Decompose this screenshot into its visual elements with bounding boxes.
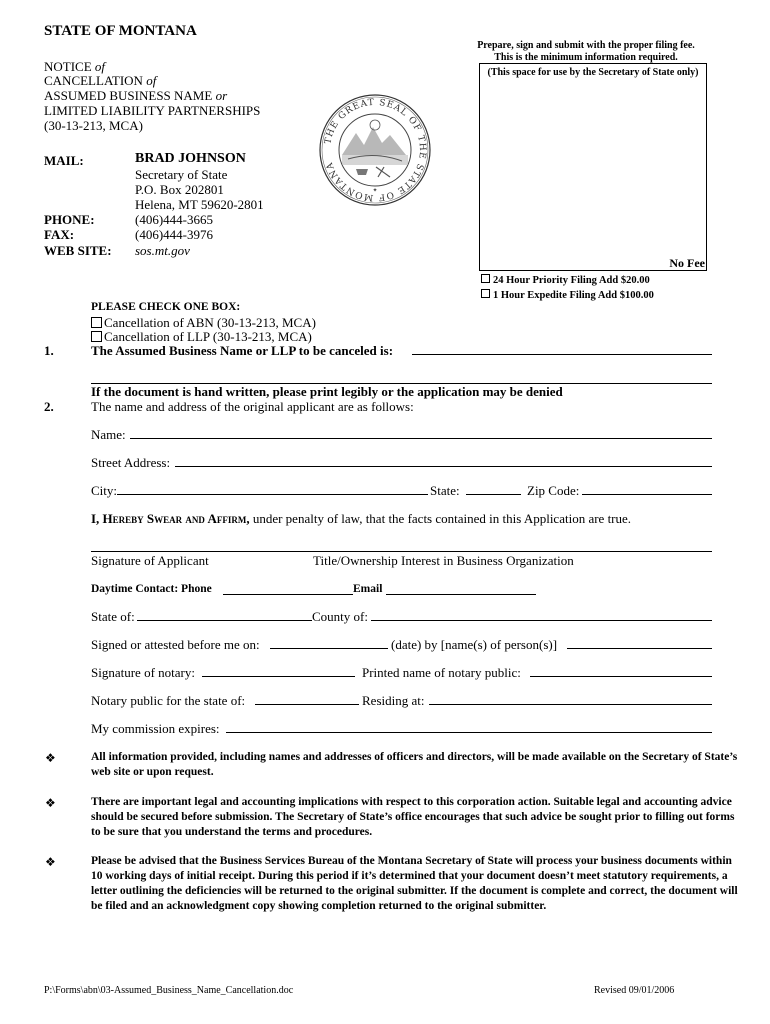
mail-label: MAIL: bbox=[44, 153, 84, 168]
handwritten-note: If the document is hand written, please print legibly or the application may be denied bbox=[91, 384, 563, 399]
state-of-label: State of: bbox=[91, 609, 135, 624]
sig-notary-field[interactable] bbox=[202, 676, 355, 677]
web-label: WEB SITE: bbox=[44, 243, 112, 258]
email-label: Email bbox=[353, 583, 383, 595]
fax-value: (406)444-3976 bbox=[135, 227, 213, 242]
option-llp[interactable]: Cancellation of LLP (30-13-213, MCA) bbox=[91, 329, 312, 344]
office-use-box bbox=[479, 63, 707, 271]
street-label: Street Address: bbox=[91, 455, 171, 470]
item-2-label: The name and address of the original applicant are as follows: bbox=[91, 399, 414, 414]
notary-state-field[interactable] bbox=[255, 704, 359, 705]
name-label: Name: bbox=[91, 427, 126, 442]
item-1-number: 1. bbox=[44, 343, 54, 358]
zip-field[interactable] bbox=[582, 494, 712, 495]
checkbox-24h[interactable] bbox=[481, 274, 490, 283]
no-fee-label: No Fee bbox=[669, 256, 705, 270]
secretary-name: BRAD JOHNSON bbox=[135, 151, 246, 166]
svg-text:THE GREAT SEAL OF THE STATE OF: THE GREAT SEAL OF THE STATE OF MONTANA bbox=[323, 97, 428, 203]
item-2-number: 2. bbox=[44, 399, 54, 414]
footer-file-path: P:\Forms\abn\03-Assumed_Business_Name_Cancellation.doc bbox=[44, 985, 294, 996]
item-1-label: The Assumed Business Name or LLP to be canceled is: bbox=[91, 343, 394, 358]
footer-revised: Revised 09/01/2006 bbox=[594, 985, 675, 996]
printed-name-label: Printed name of notary public: bbox=[362, 665, 521, 680]
signature-field[interactable] bbox=[91, 551, 712, 552]
office-use-label: (This space for use by the Secretary of State only) bbox=[487, 67, 699, 78]
commission-field[interactable] bbox=[226, 732, 712, 733]
state-label: State: bbox=[430, 483, 460, 498]
phone-value: (406)444-3665 bbox=[135, 212, 213, 227]
daytime-phone-label: Daytime Contact: Phone bbox=[91, 583, 212, 595]
commission-label: My commission expires: bbox=[91, 721, 220, 736]
statute-line: (30-13-213, MCA) bbox=[44, 118, 143, 133]
city-label: City: bbox=[91, 483, 118, 498]
state-of-field[interactable] bbox=[137, 620, 312, 621]
bullet-legal-advice: There are important legal and accounting implications with respect to this corporation action. Suitable legal and accounting advice should be secured before submission. The Secretary of State’s office encourages that such advice be sought prior to filling out forms to be sure that you understand the terms and procedures. bbox=[91, 796, 735, 838]
instruction-2: This is the minimum information required. bbox=[494, 52, 678, 63]
city-field[interactable] bbox=[117, 494, 428, 495]
signed-before-label: Signed or attested before me on: bbox=[91, 637, 260, 652]
checkbox-abn[interactable] bbox=[91, 317, 102, 328]
swear-statement: I, Hereby Swear and Affirm, under penalty of law, that the facts contained in this Application are true. bbox=[91, 511, 632, 526]
persons-field[interactable] bbox=[567, 648, 712, 649]
signed-date-field[interactable] bbox=[270, 648, 388, 649]
bullet-disclosure: All information provided, including names and addresses of officers and directors, will be made available on the Secretary of State’s web site or upon request. bbox=[91, 751, 738, 778]
residing-field[interactable] bbox=[429, 704, 712, 705]
notice-line: NOTICE of bbox=[44, 59, 106, 74]
daytime-phone-field[interactable] bbox=[223, 594, 353, 595]
option-abn[interactable]: Cancellation of ABN (30-13-213, MCA) bbox=[91, 315, 316, 330]
residing-label: Residing at: bbox=[362, 693, 425, 708]
county-of-label: County of: bbox=[312, 609, 368, 624]
sig-notary-label: Signature of notary: bbox=[91, 665, 195, 680]
phone-label: PHONE: bbox=[44, 212, 95, 227]
abn-name-field[interactable] bbox=[412, 354, 712, 355]
check-one-heading: PLEASE CHECK ONE BOX: bbox=[91, 301, 241, 313]
printed-name-field[interactable] bbox=[530, 676, 712, 677]
fax-label: FAX: bbox=[44, 227, 75, 242]
secretary-title: Secretary of State bbox=[135, 167, 228, 182]
state-seal-icon bbox=[318, 93, 432, 207]
name-field[interactable] bbox=[130, 438, 712, 439]
priority-24h[interactable]: 24 Hour Priority Filing Add $20.00 bbox=[481, 274, 650, 287]
priority-1h[interactable]: 1 Hour Expedite Filing Add $100.00 bbox=[481, 289, 654, 302]
form-state-title: STATE OF MONTANA bbox=[44, 23, 197, 39]
web-value: sos.mt.gov bbox=[135, 243, 190, 258]
mail-city: Helena, MT 59620-2801 bbox=[135, 197, 264, 212]
bullet-processing: Please be advised that the Business Services Bureau of the Montana Secretary of State will process your business documents within 10 working days of initial receipt. During this period if it’s determined that your document doesn’t meet statutory requirements, a letter outlining the deficiencies will be returned to the original submitter. If the document is complete and correct, the document will be filed and an acknowledgment copy showing completion returned to the original submitter. bbox=[91, 855, 738, 912]
county-of-field[interactable] bbox=[371, 620, 712, 621]
llp-line: LIMITED LIABILITY PARTNERSHIPS bbox=[44, 103, 261, 118]
diamond-bullet-icon: ❖ bbox=[45, 796, 56, 810]
title-interest-label: Title/Ownership Interest in Business Organization bbox=[313, 553, 574, 568]
street-field[interactable] bbox=[175, 466, 712, 467]
email-field[interactable] bbox=[386, 594, 536, 595]
date-by-label: (date) by [name(s) of person(s)] bbox=[391, 637, 558, 652]
checkbox-1h[interactable] bbox=[481, 289, 490, 298]
assumed-line: ASSUMED BUSINESS NAME or bbox=[44, 88, 228, 103]
signature-applicant-label: Signature of Applicant bbox=[91, 553, 209, 568]
instruction-1: Prepare, sign and submit with the proper filing fee. bbox=[477, 40, 695, 51]
state-field[interactable] bbox=[466, 494, 521, 495]
diamond-bullet-icon: ❖ bbox=[45, 855, 56, 869]
zip-label: Zip Code: bbox=[527, 483, 580, 498]
po-box: P.O. Box 202801 bbox=[135, 182, 224, 197]
svg-text:✦: ✦ bbox=[372, 187, 378, 194]
diamond-bullet-icon: ❖ bbox=[45, 751, 56, 765]
cancellation-line: CANCELLATION of bbox=[44, 73, 157, 88]
notary-state-label: Notary public for the state of: bbox=[91, 693, 246, 708]
checkbox-llp[interactable] bbox=[91, 331, 102, 342]
